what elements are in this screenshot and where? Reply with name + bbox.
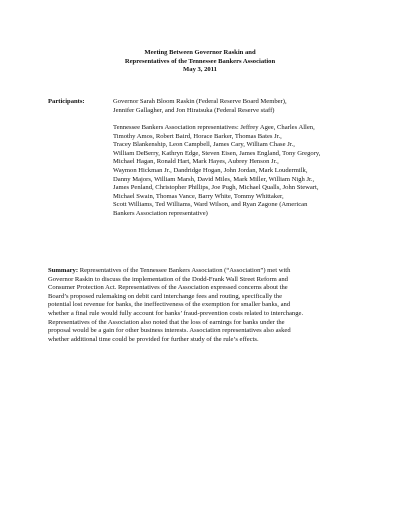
- summary-line: Governor Raskin to discuss the implementation of the Dodd-Frank Wall Street Reform and: [48, 275, 288, 283]
- tba-participants-line: Michael Swain, Thomas Vance, Barry White, Tommy Whittaker,: [113, 192, 284, 200]
- document-title: [0, 49, 400, 75]
- tba-participants-line: William DeBerry, Kathryn Edge, Steven Eisen, James England, Tony Gregory,: [113, 149, 321, 157]
- tba-participants-line: Scott Williams, Ted Williams, Ward Wilson, and Ryan Zagone (American: [113, 201, 308, 209]
- summary-first-line: [48, 267, 358, 276]
- tba-participants-line: Michael Hagan, Ronald Hart, Mark Hayes, Aubrey Henson Jr.,: [113, 158, 279, 166]
- participants-label: Participants:: [48, 98, 85, 105]
- summary-line: whether a final rule would fully account for banks’ fraud-prevention costs related to interchange.: [48, 309, 304, 317]
- tba-participants-line: James Penland, Christopher Phillips, Joe Pugh, Michael Qualls, John Stewart,: [113, 184, 319, 192]
- tba-participants-line: Tracey Blankenship, Leon Campbell, James Cary, William Chase Jr.,: [113, 141, 295, 149]
- summary-line: proposal would be a gain for other business interests. Association representatives also asked: [48, 327, 291, 335]
- participants-list: [113, 98, 363, 219]
- summary-line: Consumer Protection Act. Representatives of the Association expressed concerns about the: [48, 284, 288, 292]
- tba-participants-line: Danny Majors, William Marsh, David Miles, Mark Miller, William Nigh Jr.,: [113, 175, 315, 183]
- summary-line: potential lost revenue for banks, the ineffectiveness of the exemption for smaller banks, and: [48, 301, 291, 309]
- tba-participants-line: Tennessee Bankers Association representatives: Jeffrey Agee, Charles Allen,: [113, 123, 315, 131]
- summary-line: Representatives of the Association also noted that the loss of earnings for banks under the: [48, 318, 285, 326]
- summary-label: Summary:: [48, 267, 79, 274]
- summary-text: Representatives of the Tennessee Bankers Association (“Association”) met with: [78, 267, 291, 274]
- title-date: May 3, 2011: [183, 66, 217, 74]
- tba-participants-line: Waymon Hickman Jr., Dandridge Hogan, John Jordan, Mark Loudermilk,: [113, 166, 308, 174]
- title-line-1: Meeting Between Governor Raskin and: [144, 49, 256, 56]
- fed-participants-line: Governor Sarah Bloom Raskin (Federal Reserve Board Member),: [113, 98, 287, 105]
- fed-participants-line: Jennifer Gallagher, and Jon Hiratsuka (Federal Reserve staff): [113, 106, 275, 114]
- tba-participants-line: Timothy Amos, Robert Baird, Horace Barker, Thomas Bates Jr.,: [113, 132, 282, 140]
- summary-line: Board’s proposed rulemaking on debit card interchange fees and routing, specifically the: [48, 292, 283, 300]
- summary-line: whether additional time could be provided for further study of the rule’s effects.: [48, 335, 259, 343]
- title-line-2: Representatives of the Tennessee Bankers Association: [124, 57, 276, 65]
- tba-participants-line: Bankers Association representative): [113, 209, 208, 217]
- paragraph-gap: [113, 115, 363, 124]
- summary-paragraph: [48, 267, 358, 344]
